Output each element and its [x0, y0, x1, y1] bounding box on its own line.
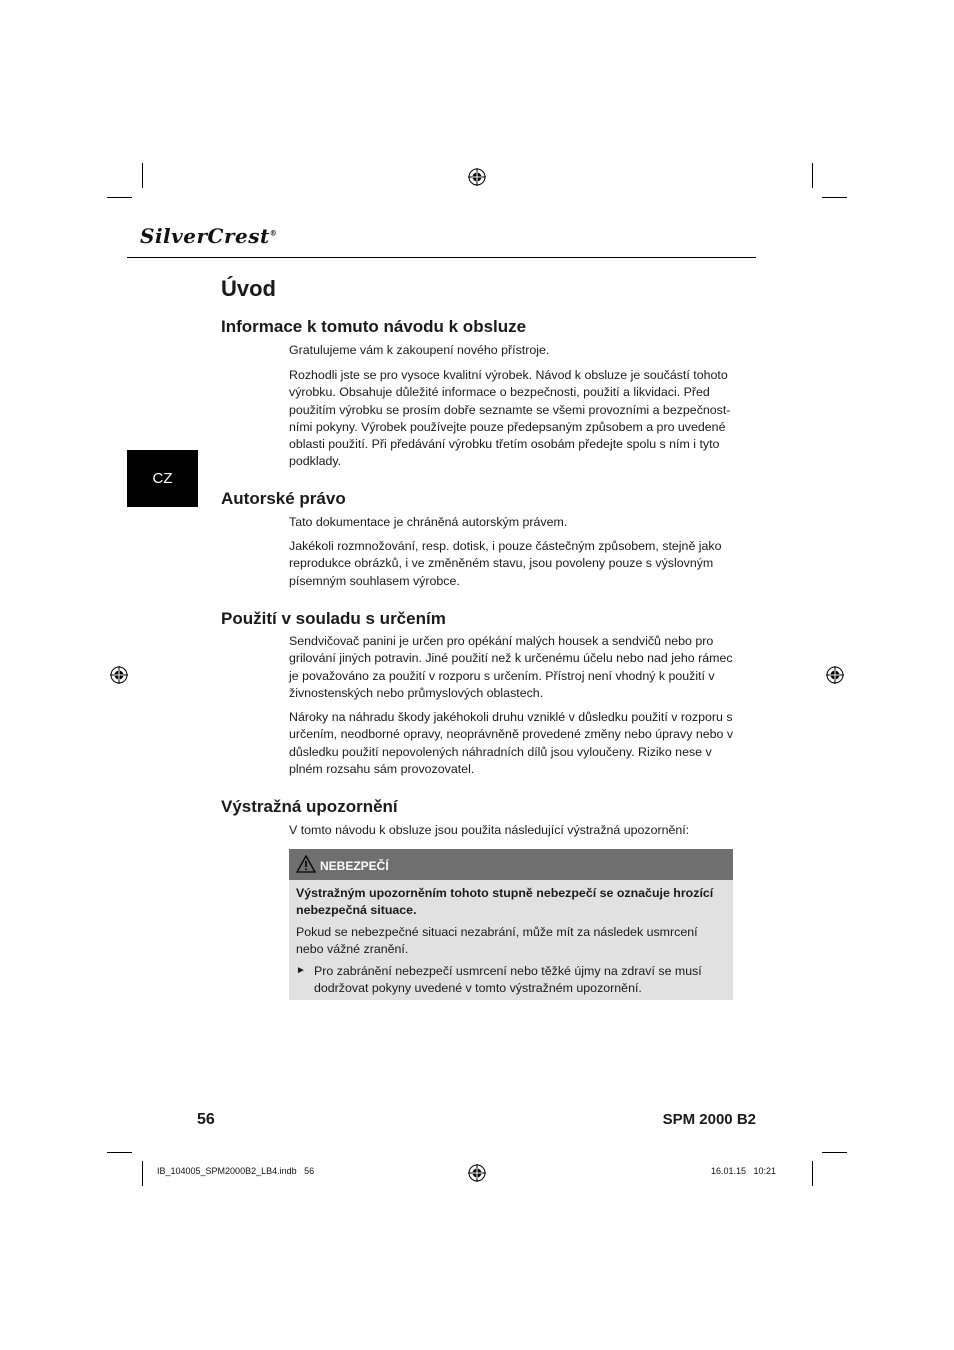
- section-heading: Výstražná upozornění: [221, 797, 398, 816]
- crop-mark: [142, 1161, 143, 1186]
- section-heading: Informace k tomuto návodu k obsluze: [221, 317, 527, 336]
- crop-mark: [107, 1152, 132, 1153]
- warning-label: NEBEZPEČÍ: [320, 859, 389, 873]
- registration-mark-icon: [468, 1164, 486, 1182]
- registration-mark-icon: [826, 666, 844, 684]
- registered-mark: ®: [269, 228, 278, 238]
- paragraph: Nároky na náhradu škody jakéhokoli druhu vzniklé v důsledku použití v rozporu s určením, neodborné opravy, neoprávněně provedené změny nebo úpravy nebo v důsledku použití nepovolených náhradních dílů jsou vyloučeny. Riziko nese v plném rozsahu sám provozovatel.: [289, 710, 734, 776]
- crop-mark: [107, 197, 132, 198]
- registration-mark-icon: [110, 666, 128, 684]
- model-number: SPM 2000 B2: [662, 1111, 756, 1128]
- paragraph: Rozhodli jste se pro vysoce kvalitní výrobek. Návod k obsluze je součástí tohoto výrobku. Obsahuje důležité informace o bezpečnosti, použití a likvidaci. Před použitím výrobku se prosím dobře seznamte se všemi provozními a bezpečnost-ními pokyny. Výrobek používejte pouze předepsaným způsobem a pro uvedené oblasti použití. Při předávání výrobku třetím osobám předejte spolu s ním i tyto podklady.: [289, 368, 731, 469]
- crop-mark: [812, 1161, 813, 1186]
- print-date-info: 16.01.15 10:21: [710, 1166, 776, 1176]
- warning-header: [289, 849, 733, 880]
- warning-text: Pokud se nebezpečné situaci nezabrání, může mít za následek usmrcení nebo vážné zranění.: [296, 925, 698, 957]
- warning-box: [289, 849, 733, 1000]
- crop-mark: [142, 163, 143, 188]
- section-heading: Autorské právo: [221, 489, 346, 508]
- crop-mark: [812, 163, 813, 188]
- warning-bold-text: Výstražným upozorněním tohoto stupně nebezpečí se označuje hrozící nebezpečná situace.: [296, 886, 714, 918]
- bullet-arrow-icon: ►: [296, 965, 306, 976]
- crop-mark: [822, 1152, 847, 1153]
- brand-name: SilverCrest: [140, 224, 270, 248]
- section-heading: Použití v souladu s určením: [221, 609, 446, 628]
- paragraph: Jakékoli rozmnožování, resp. dotisk, i pouze částečným způsobem, stejně jako reprodukce obrázků, i ve změněném stavu, jsou povoleny pouze s výslovným písemným souhlasem výrobce.: [289, 539, 722, 588]
- registration-mark-icon: [468, 168, 486, 186]
- page-title: Úvod: [221, 276, 276, 301]
- paragraph: V tomto návodu k obsluze jsou použita následující výstražná upozornění:: [289, 823, 690, 837]
- header-rule: [127, 257, 756, 258]
- print-file-info: IB_104005_SPM2000B2_LB4.indb 56: [157, 1166, 315, 1176]
- crop-mark: [822, 197, 847, 198]
- brand-logo: [140, 224, 277, 248]
- warning-bullet-text: Pro zabránění nebezpečí usmrcení nebo těžké újmy na zdraví se musí dodržovat pokyny uvedené v tomto výstražném upozornění.: [314, 964, 702, 996]
- page-number: 56: [197, 1111, 215, 1128]
- paragraph: Gratulujeme vám k zakoupení nového přístroje.: [289, 343, 550, 357]
- paragraph: Tato dokumentace je chráněná autorským právem.: [289, 515, 568, 529]
- warning-triangle-icon: [296, 855, 316, 873]
- language-tab: CZ: [127, 450, 198, 507]
- paragraph: Sendvičovač panini je určen pro opékání malých housek a sendvičů nebo pro grilování jiných potravin. Jiné použití než k určenému účelu nebo nad jeho rámec je považováno za použití v rozporu s určením. Přístroj není vhodný k použití v živnostenských nebo průmyslových oblastech.: [289, 634, 733, 700]
